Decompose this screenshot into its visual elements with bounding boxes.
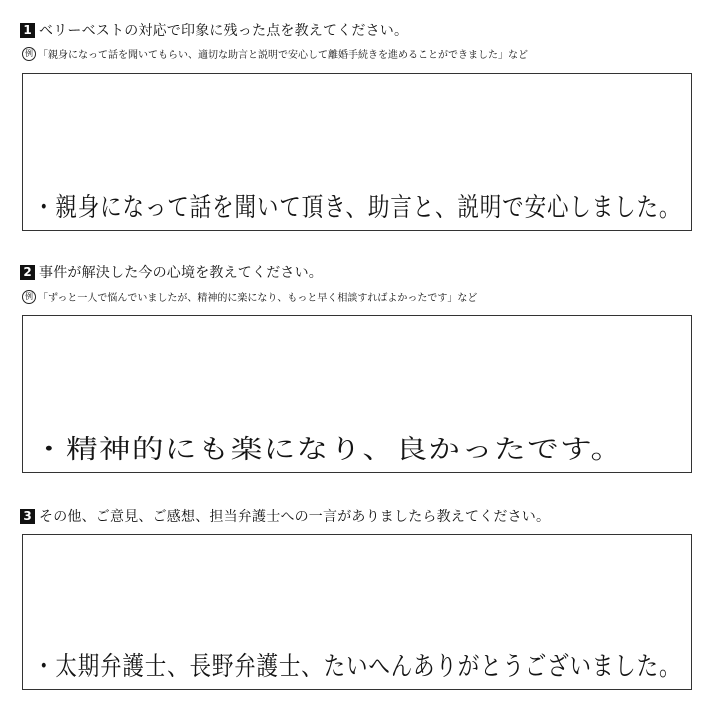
answer-3-handwriting: ・太期弁護士、長野弁護士、たいへんありがとうございました。 [33,652,682,682]
answer-1-handwriting: ・親身になって話を聞いて頂き、助言と、説明で安心しました。 [33,193,682,223]
answer-2-handwriting: ・精神的にも楽になり、良かったです。 [33,435,624,465]
question-2-text: 事件が解決した今の心境を教えてください。 [39,265,323,281]
answer-box-2 [22,315,692,473]
question-3-number: 3 [20,509,35,524]
answer-box-3 [22,534,692,690]
example-mark-icon: 例 [22,290,36,304]
question-1-heading [20,20,408,40]
question-2-example-text: 「ずっと一人で悩んでいましたが、精神的に楽になり、もっと早く相談すればよかったです」など [38,293,478,304]
answer-box-1 [22,73,692,231]
question-1-text: ベリーベストの対応で印象に残った点を教えてください。 [39,23,409,39]
question-1-example [22,46,528,61]
question-1-number: 1 [20,23,35,38]
question-2-heading [20,262,323,282]
question-1-example-text: 「親身になって話を聞いてもらい、適切な助言と説明で安心して離婚手続きを進めることができました」など [38,50,528,61]
question-2-number: 2 [20,265,35,280]
question-2-example [22,289,477,304]
example-mark-icon: 例 [22,47,36,61]
question-3-text: その他、ご意見、ご感想、担当弁護士への一言がありましたら教えてください。 [39,509,551,525]
question-3-heading [20,506,550,526]
